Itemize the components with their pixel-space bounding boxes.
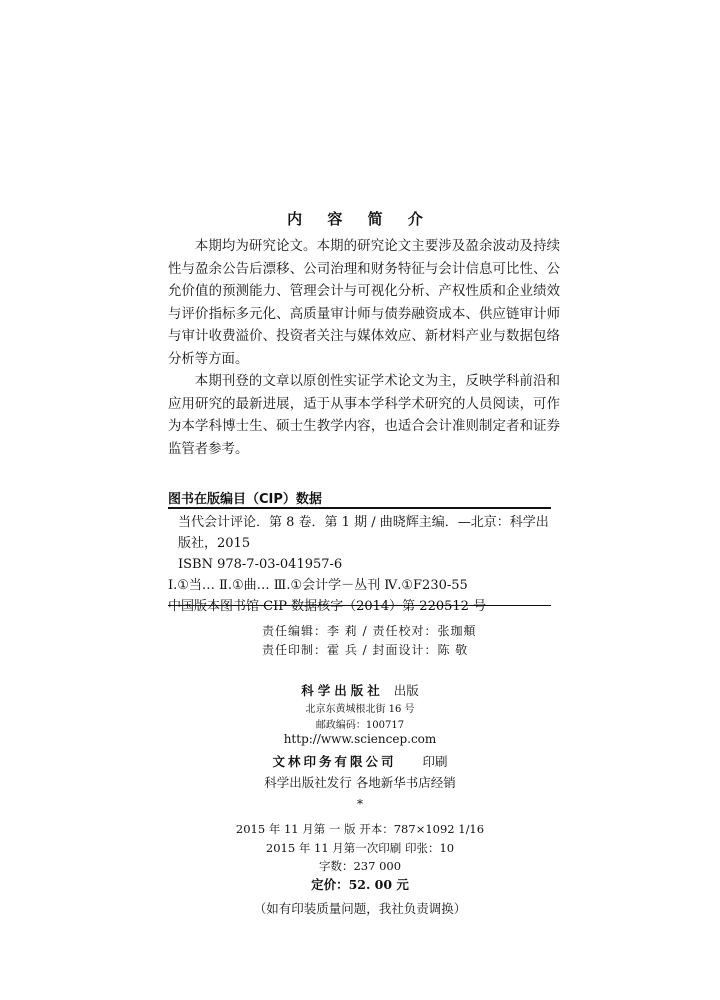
cip-bottom-rule <box>168 605 551 606</box>
cip-block <box>168 512 551 617</box>
publisher-address <box>0 702 720 734</box>
edition-specs <box>0 820 720 876</box>
wordcount-line: 字数：237 000 <box>318 859 402 873</box>
printer-suffix: 印刷 <box>422 754 448 769</box>
summary-title: 内 容 简 介 <box>287 210 433 228</box>
publisher-brand: 科学出版社 <box>301 683 384 698</box>
quality-notice: （如有印装质量问题，我社负责调换） <box>253 901 467 916</box>
cip-isbn: ISBN 978-7-03-041957-6 <box>178 557 343 572</box>
publisher-line <box>0 681 720 699</box>
printer-line <box>0 752 720 770</box>
edition-line: 2015 年 11 月第 一 版 开本：787×1092 1/16 <box>235 822 485 836</box>
cip-classification: Ⅰ.①当… Ⅱ.①曲… Ⅲ.①会计学－丛刊 Ⅳ.①F230-55 <box>168 578 468 593</box>
printing-line: 2015 年 11 月第一次印刷 印张：10 <box>265 840 455 855</box>
cip-top-rule <box>168 507 551 509</box>
staff-credits-line-1: 责任编辑：李 莉 / 责任校对：张珈頫 <box>262 624 477 638</box>
cip-title-line: 当代会计评论．第 8 卷．第 1 期 / 曲晓辉主编．—北京：科学出版社，2015 <box>178 515 549 551</box>
summary-paragraph-1: 本期均为研究论文。本期的研究论文主要涉及盈余波动及持续性与盈余公告后漂移、公司治理和财务特征与会计信息可比性、公允价值的预测能力、管理会计与可视化分析、产权性质和企业绩效与评价指标多元化、高质量审计师与债券融资成本、供应链审计师与审计收费溢价、投资者关注与媒体效应、新材料产业与数据包络分析等方面。 <box>168 239 560 367</box>
printer-brand: 文林印务有限公司 <box>272 754 397 769</box>
staff-credits <box>262 622 477 660</box>
summary-section <box>168 236 560 461</box>
publisher-suffix: 出版 <box>393 683 419 698</box>
publisher-url: http://www.sciencep.com <box>283 732 437 746</box>
separator-star: * <box>357 797 363 811</box>
price-line: 定价：52. 00 元 <box>311 877 409 892</box>
cip-record-number: 中国版本图书馆 CIP 数据核字（2014）第 220512 号 <box>168 599 487 614</box>
postcode-line: 邮政编码：100717 <box>315 720 405 731</box>
summary-paragraph-2: 本期刊登的文章以原创性实证学术论文为主，反映学科前沿和应用研究的最新进展，适于从事本学科学术研究的人员阅读，可作为本学科博士生、硕士生教学内容，也适合会计准则制定者和证券监管者参考。 <box>168 374 560 457</box>
address-line: 北京东黄城根北街 16 号 <box>305 704 415 715</box>
cip-title: 图书在版编目（CIP）数据 <box>168 492 322 507</box>
staff-credits-line-2: 责任印制：霍 兵 / 封面设计：陈 敬 <box>262 643 469 657</box>
distributor-line: 科学出版社发行 各地新华书店经销 <box>264 775 456 790</box>
